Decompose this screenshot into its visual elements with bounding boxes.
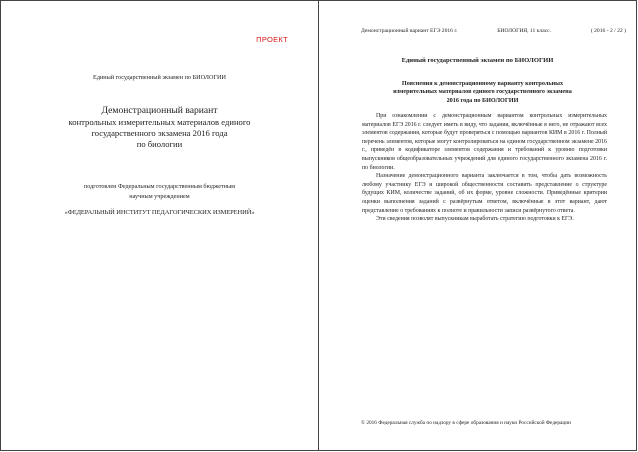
- prepared-by-line: научным учреждением: [129, 192, 190, 200]
- left-page: [0, 0, 319, 451]
- header-middle: БИОЛОГИЯ, 11 класс.: [497, 28, 552, 34]
- paragraph: Назначение демонстрационного варианта заключается в том, чтобы дать возможность любому участнику ЕГЭ и широкой общественности составить представление о структуре будущих КИМ, количестве заданий, об их форме, уровне сложности. Приведённые критерии оценки выполнения заданий с развёрнутым ответом, включённые в этот вариант, дают представление о требованиях к полноте и правильности записи развёрнутого ответа.: [362, 173, 607, 214]
- paragraph: При ознакомлении с демонстрационным вариантом контрольных измерительных материалов ЕГЭ 2016 г. следует иметь в виду, что задания, включённые в него, не отражают всех элементов содержания, которые будут проверяться с помощью вариантов КИМ в 2016 г. Полный перечень элементов, которые могут контролироваться на едином государственном экзамене 2016 г., приведён в кодификаторе элементов содержания и требований к уровню подготовки выпускников общеобразовательных учреждений для единого государственного экзамена 2016 г. по биологии.: [362, 113, 607, 171]
- document-title: Демонстрационный вариант: [101, 105, 218, 116]
- paragraph: Эти сведения позволят выпускникам выработать стратегию подготовки к ЕГЭ.: [376, 216, 574, 223]
- explanation-title-line: измерительных материалов единого государственного экзамена: [393, 88, 572, 96]
- explanation-title: [359, 80, 606, 105]
- right-page: [319, 0, 637, 451]
- title-block: [31, 105, 288, 151]
- prepared-by: [31, 182, 288, 201]
- copyright-footer: © 2016 Федеральная служба по надзору в сфере образования и науки Российской Федерации: [361, 420, 571, 426]
- header-left: Демонстрационный вариант ЕГЭ 2016 г.: [361, 28, 458, 34]
- prepared-by-line: подготовлен Федеральным государственным бюджетным: [83, 183, 236, 190]
- project-label: ПРОЕКТ: [256, 35, 288, 44]
- explanation-title-line: 2016 года по БИОЛОГИИ: [446, 96, 519, 104]
- exam-line: Единый государственный экзамен по БИОЛОГИИ: [93, 74, 226, 81]
- document-subtitle-line: по биологии: [136, 139, 183, 150]
- header-page-number: ( 2016 - 2 / 22 ): [590, 28, 626, 34]
- explanation-title-line: Пояснения к демонстрационному варианту контрольных: [401, 80, 564, 87]
- institute-name: «ФЕДЕРАЛЬНЫЙ ИНСТИТУТ ПЕДАГОГИЧЕСКИХ ИЗМЕРЕНИЙ»: [64, 209, 255, 216]
- document-subtitle-line: государственного экзамена 2016 года: [91, 128, 228, 139]
- exam-heading: Единый государственный экзамен по БИОЛОГИИ: [401, 57, 554, 64]
- body-text: [362, 112, 607, 224]
- running-header: [361, 28, 626, 34]
- document-subtitle-line: контрольных измерительных материалов единого: [68, 117, 251, 127]
